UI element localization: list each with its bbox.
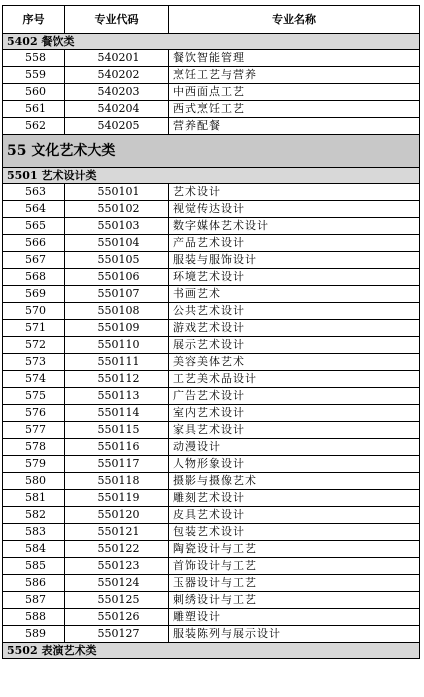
name-cell: 展示艺术设计 (169, 337, 420, 354)
table-row (3, 507, 420, 524)
name-cell: 动漫设计 (169, 439, 420, 456)
category-title: 5501 艺术设计类 (3, 168, 420, 184)
code-cell: 550115 (65, 422, 169, 439)
table-row (3, 101, 420, 118)
table-body (3, 34, 420, 659)
seq-cell: 560 (3, 84, 65, 101)
table-row (3, 67, 420, 84)
table-row (3, 592, 420, 609)
seq-cell: 588 (3, 609, 65, 626)
header-name: 专业名称 (169, 6, 420, 34)
category-row (3, 168, 420, 184)
name-cell: 中西面点工艺 (169, 84, 420, 101)
name-cell: 摄影与摄像艺术 (169, 473, 420, 490)
table-row (3, 405, 420, 422)
header-seq: 序号 (3, 6, 65, 34)
table-row (3, 201, 420, 218)
code-cell: 550109 (65, 320, 169, 337)
name-cell: 皮具艺术设计 (169, 507, 420, 524)
code-cell: 550123 (65, 558, 169, 575)
name-cell: 室内艺术设计 (169, 405, 420, 422)
code-cell: 550116 (65, 439, 169, 456)
code-cell: 550108 (65, 303, 169, 320)
name-cell: 餐饮智能管理 (169, 50, 420, 67)
code-cell: 550107 (65, 286, 169, 303)
seq-cell: 569 (3, 286, 65, 303)
table-row (3, 473, 420, 490)
code-cell: 550104 (65, 235, 169, 252)
table-row (3, 541, 420, 558)
name-cell: 数字媒体艺术设计 (169, 218, 420, 235)
seq-cell: 581 (3, 490, 65, 507)
code-cell: 550103 (65, 218, 169, 235)
seq-cell: 570 (3, 303, 65, 320)
seq-cell: 564 (3, 201, 65, 218)
name-cell: 陶瓷设计与工艺 (169, 541, 420, 558)
code-cell: 550122 (65, 541, 169, 558)
table-row (3, 371, 420, 388)
seq-cell: 586 (3, 575, 65, 592)
table-row (3, 184, 420, 201)
table-row (3, 50, 420, 67)
seq-cell: 571 (3, 320, 65, 337)
table-row (3, 320, 420, 337)
major-category-row (3, 135, 420, 168)
code-cell: 540204 (65, 101, 169, 118)
table-row (3, 286, 420, 303)
name-cell: 人物形象设计 (169, 456, 420, 473)
name-cell: 首饰设计与工艺 (169, 558, 420, 575)
major-catalog-table (2, 5, 420, 659)
code-cell: 550119 (65, 490, 169, 507)
code-cell: 550124 (65, 575, 169, 592)
code-cell: 550120 (65, 507, 169, 524)
table-header-row (3, 6, 420, 34)
table-row (3, 626, 420, 643)
name-cell: 服装与服饰设计 (169, 252, 420, 269)
name-cell: 西式烹饪工艺 (169, 101, 420, 118)
name-cell: 美容美体艺术 (169, 354, 420, 371)
name-cell: 烹饪工艺与营养 (169, 67, 420, 84)
seq-cell: 558 (3, 50, 65, 67)
table-row (3, 218, 420, 235)
code-cell: 550127 (65, 626, 169, 643)
name-cell: 刺绣设计与工艺 (169, 592, 420, 609)
name-cell: 雕刻艺术设计 (169, 490, 420, 507)
table-row (3, 609, 420, 626)
category-title: 5402 餐饮类 (3, 34, 420, 50)
code-cell: 550114 (65, 405, 169, 422)
table-row (3, 422, 420, 439)
code-cell: 540201 (65, 50, 169, 67)
name-cell: 艺术设计 (169, 184, 420, 201)
table-row (3, 575, 420, 592)
name-cell: 产品艺术设计 (169, 235, 420, 252)
header-code: 专业代码 (65, 6, 169, 34)
name-cell: 工艺美术品设计 (169, 371, 420, 388)
table-row (3, 84, 420, 101)
seq-cell: 563 (3, 184, 65, 201)
table-row (3, 456, 420, 473)
table-row (3, 439, 420, 456)
seq-cell: 566 (3, 235, 65, 252)
name-cell: 营养配餐 (169, 118, 420, 135)
seq-cell: 578 (3, 439, 65, 456)
seq-cell: 582 (3, 507, 65, 524)
name-cell: 包装艺术设计 (169, 524, 420, 541)
name-cell: 玉器设计与工艺 (169, 575, 420, 592)
seq-cell: 579 (3, 456, 65, 473)
name-cell: 环境艺术设计 (169, 269, 420, 286)
name-cell: 游戏艺术设计 (169, 320, 420, 337)
name-cell: 服装陈列与展示设计 (169, 626, 420, 643)
seq-cell: 575 (3, 388, 65, 405)
seq-cell: 577 (3, 422, 65, 439)
seq-cell: 561 (3, 101, 65, 118)
seq-cell: 583 (3, 524, 65, 541)
name-cell: 广告艺术设计 (169, 388, 420, 405)
category-title: 5502 表演艺术类 (3, 643, 420, 659)
code-cell: 550126 (65, 609, 169, 626)
seq-cell: 576 (3, 405, 65, 422)
table-row (3, 303, 420, 320)
category-row (3, 643, 420, 659)
table-row (3, 337, 420, 354)
table-row (3, 524, 420, 541)
name-cell: 视觉传达设计 (169, 201, 420, 218)
name-cell: 家具艺术设计 (169, 422, 420, 439)
code-cell: 550125 (65, 592, 169, 609)
name-cell: 雕塑设计 (169, 609, 420, 626)
seq-cell: 587 (3, 592, 65, 609)
table-row (3, 118, 420, 135)
table-row (3, 354, 420, 371)
code-cell: 550101 (65, 184, 169, 201)
code-cell: 540202 (65, 67, 169, 84)
code-cell: 540205 (65, 118, 169, 135)
seq-cell: 584 (3, 541, 65, 558)
table-row (3, 558, 420, 575)
seq-cell: 580 (3, 473, 65, 490)
code-cell: 550117 (65, 456, 169, 473)
name-cell: 公共艺术设计 (169, 303, 420, 320)
seq-cell: 574 (3, 371, 65, 388)
seq-cell: 567 (3, 252, 65, 269)
table-row (3, 388, 420, 405)
category-row (3, 34, 420, 50)
table-row (3, 252, 420, 269)
seq-cell: 573 (3, 354, 65, 371)
seq-cell: 565 (3, 218, 65, 235)
table-row (3, 235, 420, 252)
seq-cell: 562 (3, 118, 65, 135)
table-row (3, 269, 420, 286)
name-cell: 书画艺术 (169, 286, 420, 303)
major-category-title: 55 文化艺术大类 (3, 135, 420, 168)
seq-cell: 559 (3, 67, 65, 84)
code-cell: 550112 (65, 371, 169, 388)
seq-cell: 585 (3, 558, 65, 575)
code-cell: 540203 (65, 84, 169, 101)
code-cell: 550106 (65, 269, 169, 286)
seq-cell: 568 (3, 269, 65, 286)
code-cell: 550113 (65, 388, 169, 405)
code-cell: 550105 (65, 252, 169, 269)
code-cell: 550118 (65, 473, 169, 490)
code-cell: 550111 (65, 354, 169, 371)
seq-cell: 572 (3, 337, 65, 354)
code-cell: 550110 (65, 337, 169, 354)
code-cell: 550102 (65, 201, 169, 218)
code-cell: 550121 (65, 524, 169, 541)
table-row (3, 490, 420, 507)
seq-cell: 589 (3, 626, 65, 643)
